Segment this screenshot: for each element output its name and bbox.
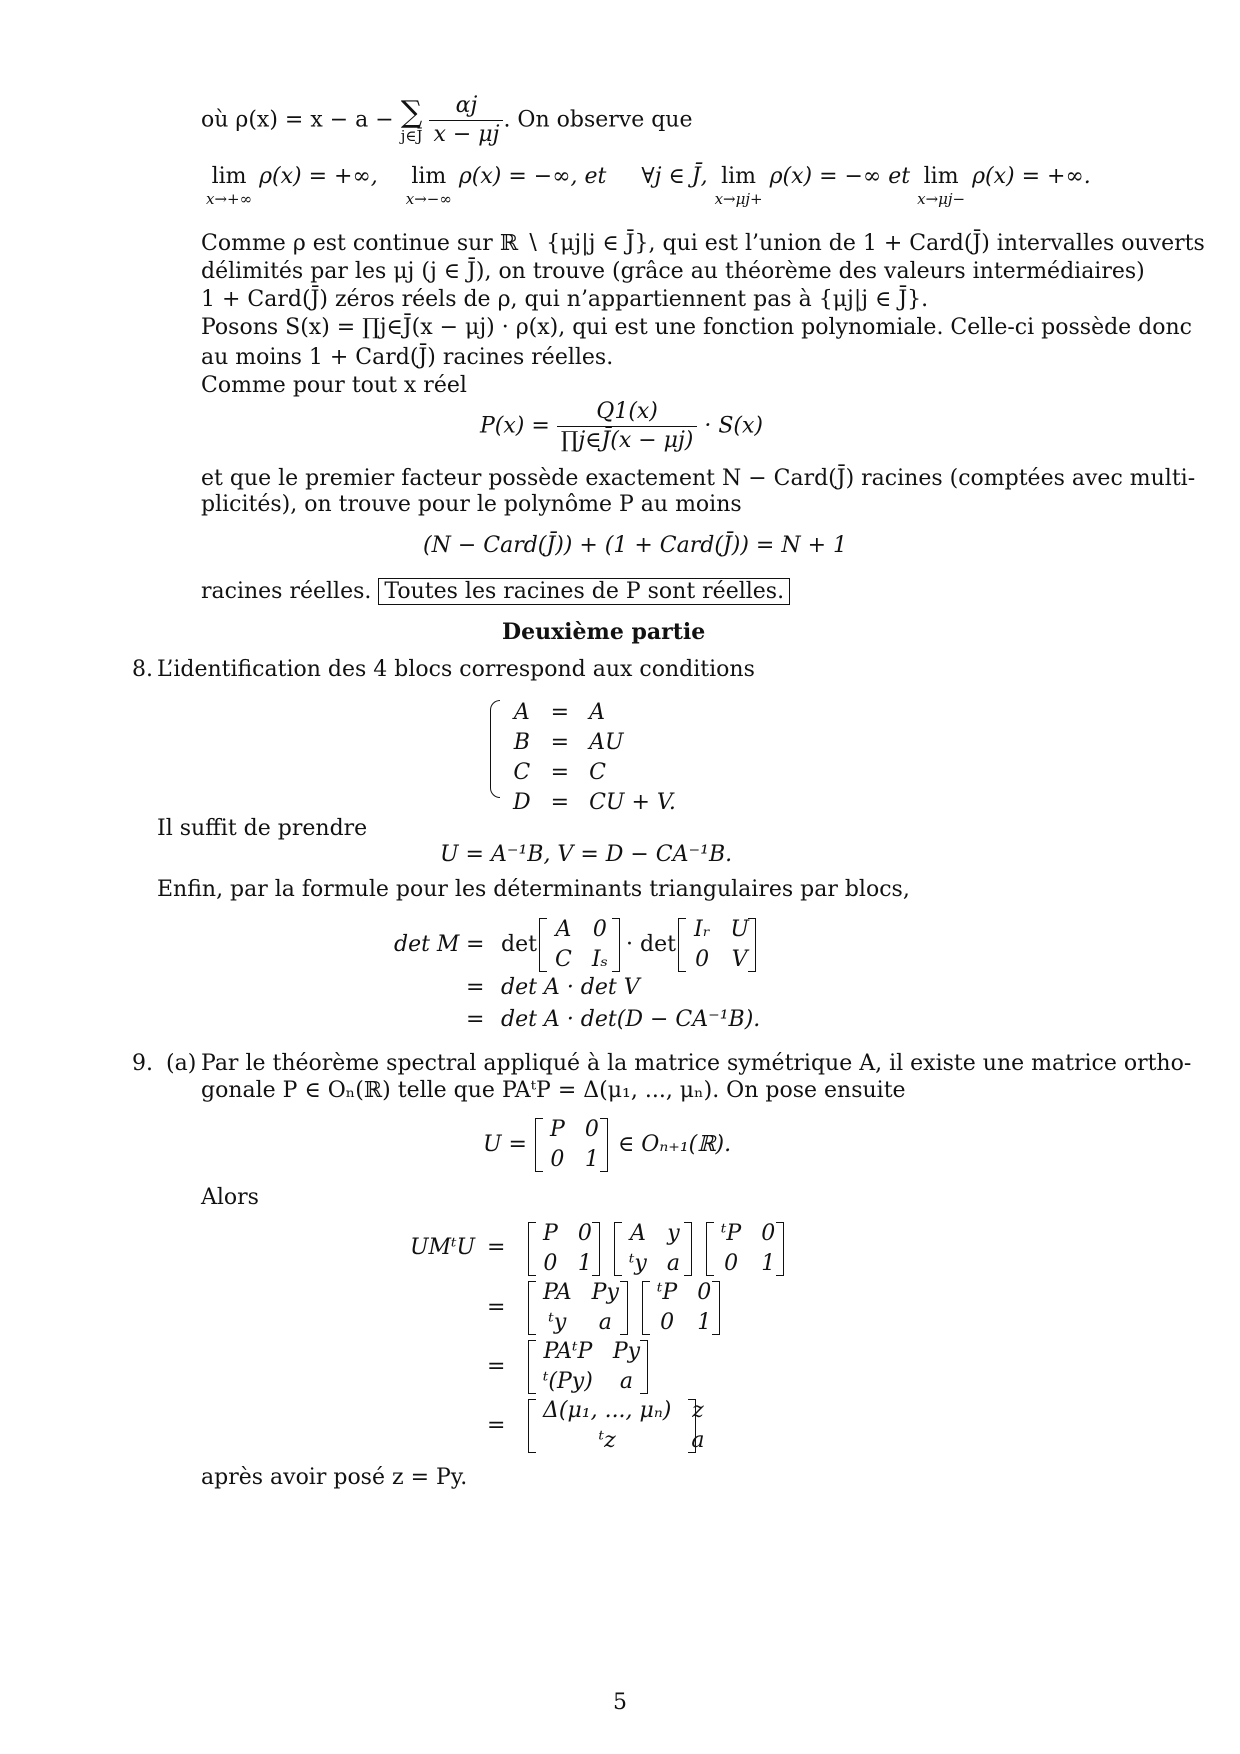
conclusion: racines réelles. Toutes les racines de P sont réelles.: [201, 577, 790, 607]
para2-line1: et que le premier facteur possède exactement N − Card(J̄) racines (comptées avec multi-: [201, 466, 1196, 491]
r2-mat2: ᵗP 0 0 1: [657, 1280, 712, 1335]
para1-line1: Comme ρ est continue sur ℝ ∖ {μj|j ∈ J̄}, qui est l’union de 1 + Card(J̄) intervalles ouverts: [201, 231, 1205, 256]
count-formula: (N − Card(J̄)) + (1 + Card(J̄)) = N + 1: [423, 533, 847, 558]
det-word: det: [501, 932, 537, 957]
matB-right-bracket: [748, 918, 756, 972]
row1-eq: =: [487, 1235, 506, 1260]
det-line2: det A · det V: [501, 975, 640, 1000]
r3-mat1: PAᵗP Py ᵗ(Py) a: [543, 1339, 641, 1394]
q8-system: A = A B = AU C = C D = CU + V.: [513, 700, 676, 815]
q9-part: (a): [166, 1051, 197, 1076]
rho-definition: où ρ(x) = x − a − ∑ j∈J̄ $\frac{\alpha j}{x - \mu j}$ . On observe que: [201, 93, 693, 147]
r4m1-right: [688, 1399, 696, 1453]
r1-mat1: P 0 0 1: [543, 1221, 592, 1276]
page-number: 5: [613, 1690, 627, 1715]
q9-line1: Par le théorème spectral appliqué à la matrice symétrique A, il existe une matrice ortho-: [201, 1051, 1192, 1076]
conclusion-box: Toutes les racines de P sont réelles.: [378, 578, 790, 605]
q8-suffit: Il suffit de prendre: [157, 816, 368, 841]
q8-intro: L’identification des 4 blocs correspond aux conditions: [157, 657, 755, 682]
q8-number: 8.: [132, 657, 153, 682]
para1-line5: au moins 1 + Card(J̄) racines réelles.: [201, 345, 614, 370]
row4-eq: =: [487, 1413, 506, 1438]
det-line3: det A · det(D − CA⁻¹B).: [501, 1007, 761, 1032]
U-rhs: ∈ Oₙ₊₁(ℝ).: [618, 1132, 732, 1157]
section-title: Deuxième partie: [502, 619, 706, 645]
matB: Iᵣ U 0 V: [694, 917, 749, 972]
r1-mat2: A y ᵗy a: [629, 1221, 680, 1276]
r2m1-right: [620, 1281, 628, 1335]
para2-line2: plicités), on trouve pour le polynôme P au moins: [201, 492, 742, 517]
q8-enfin: Enfin, par la formule pour les déterminants triangulaires par blocs,: [157, 877, 910, 902]
det-eq1: =: [466, 932, 485, 957]
sum-symbol: ∑: [400, 94, 423, 130]
q9-line2: gonale P ∈ Oₙ(ℝ) telle que PAᵗP = Δ(μ₁, ..., μₙ). On pose ensuite: [201, 1078, 906, 1103]
row2-eq: =: [487, 1295, 506, 1320]
para1-line6: Comme pour tout x réel: [201, 373, 467, 398]
U-lhs: U =: [483, 1132, 527, 1157]
matA: A 0 C Iₛ: [555, 917, 608, 972]
det-lhs: det M: [394, 932, 460, 957]
q9-apres: après avoir posé z = Py.: [201, 1465, 468, 1490]
r2-mat1: PA Py ᵗy a: [543, 1280, 619, 1335]
U-matrix: P 0 0 1: [550, 1117, 599, 1172]
q8-system-brace: [490, 700, 500, 798]
r1-mat3: ᵗP 0 0 1: [721, 1221, 776, 1276]
q8-UV: U = A⁻¹B, V = D − CA⁻¹B.: [440, 842, 733, 867]
det-eq3: =: [466, 1007, 485, 1032]
P-formula: P(x) = $\frac{Q1(x)}{\prod j\in J̄(x - \mu j)}$ · S(x): [480, 399, 764, 453]
limits-line: lim x→+∞ ρ(x) = +∞, lim x→−∞ ρ(x) = −∞, et ∀j ∈ J̄, lim x→μj+ ρ(x) = −∞ et lim x→μj− ρ(x) = +∞.: [206, 164, 1091, 208]
matA-right-bracket: [612, 918, 620, 972]
UMU-lhs: UMᵗU: [410, 1235, 476, 1260]
r4-mat1: Δ(μ₁, ..., μₙ) z ᵗz a: [543, 1398, 705, 1453]
r1m3-right: [776, 1222, 784, 1276]
r1m1-right: [592, 1222, 600, 1276]
sum-index: j∈J̄: [400, 126, 423, 145]
para1-line4: Posons S(x) = ∏j∈J̄(x − μj) · ρ(x), qui est une fonction polynomiale. Celle-ci possède donc: [201, 315, 1192, 340]
det-dot: · det: [626, 932, 676, 957]
para1-line3: 1 + Card(J̄) zéros réels de ρ, qui n’appartiennent pas à {μj|j ∈ J̄}.: [201, 287, 929, 312]
r3m1-right: [640, 1340, 648, 1394]
r1m2-right: [684, 1222, 692, 1276]
U-right-bracket: [600, 1118, 608, 1172]
row3-eq: =: [487, 1354, 506, 1379]
q9-alors: Alors: [201, 1185, 259, 1210]
rho-fraction: $\frac{\alpha j}{x - \mu j}$: [429, 92, 503, 149]
r2m2-right: [712, 1281, 720, 1335]
q9-number: 9.: [132, 1051, 153, 1076]
det-eq2: =: [466, 975, 485, 1000]
para1-line2: délimités par les μj (j ∈ J̄), on trouve (grâce au théorème des valeurs intermédiaires): [201, 259, 1145, 284]
